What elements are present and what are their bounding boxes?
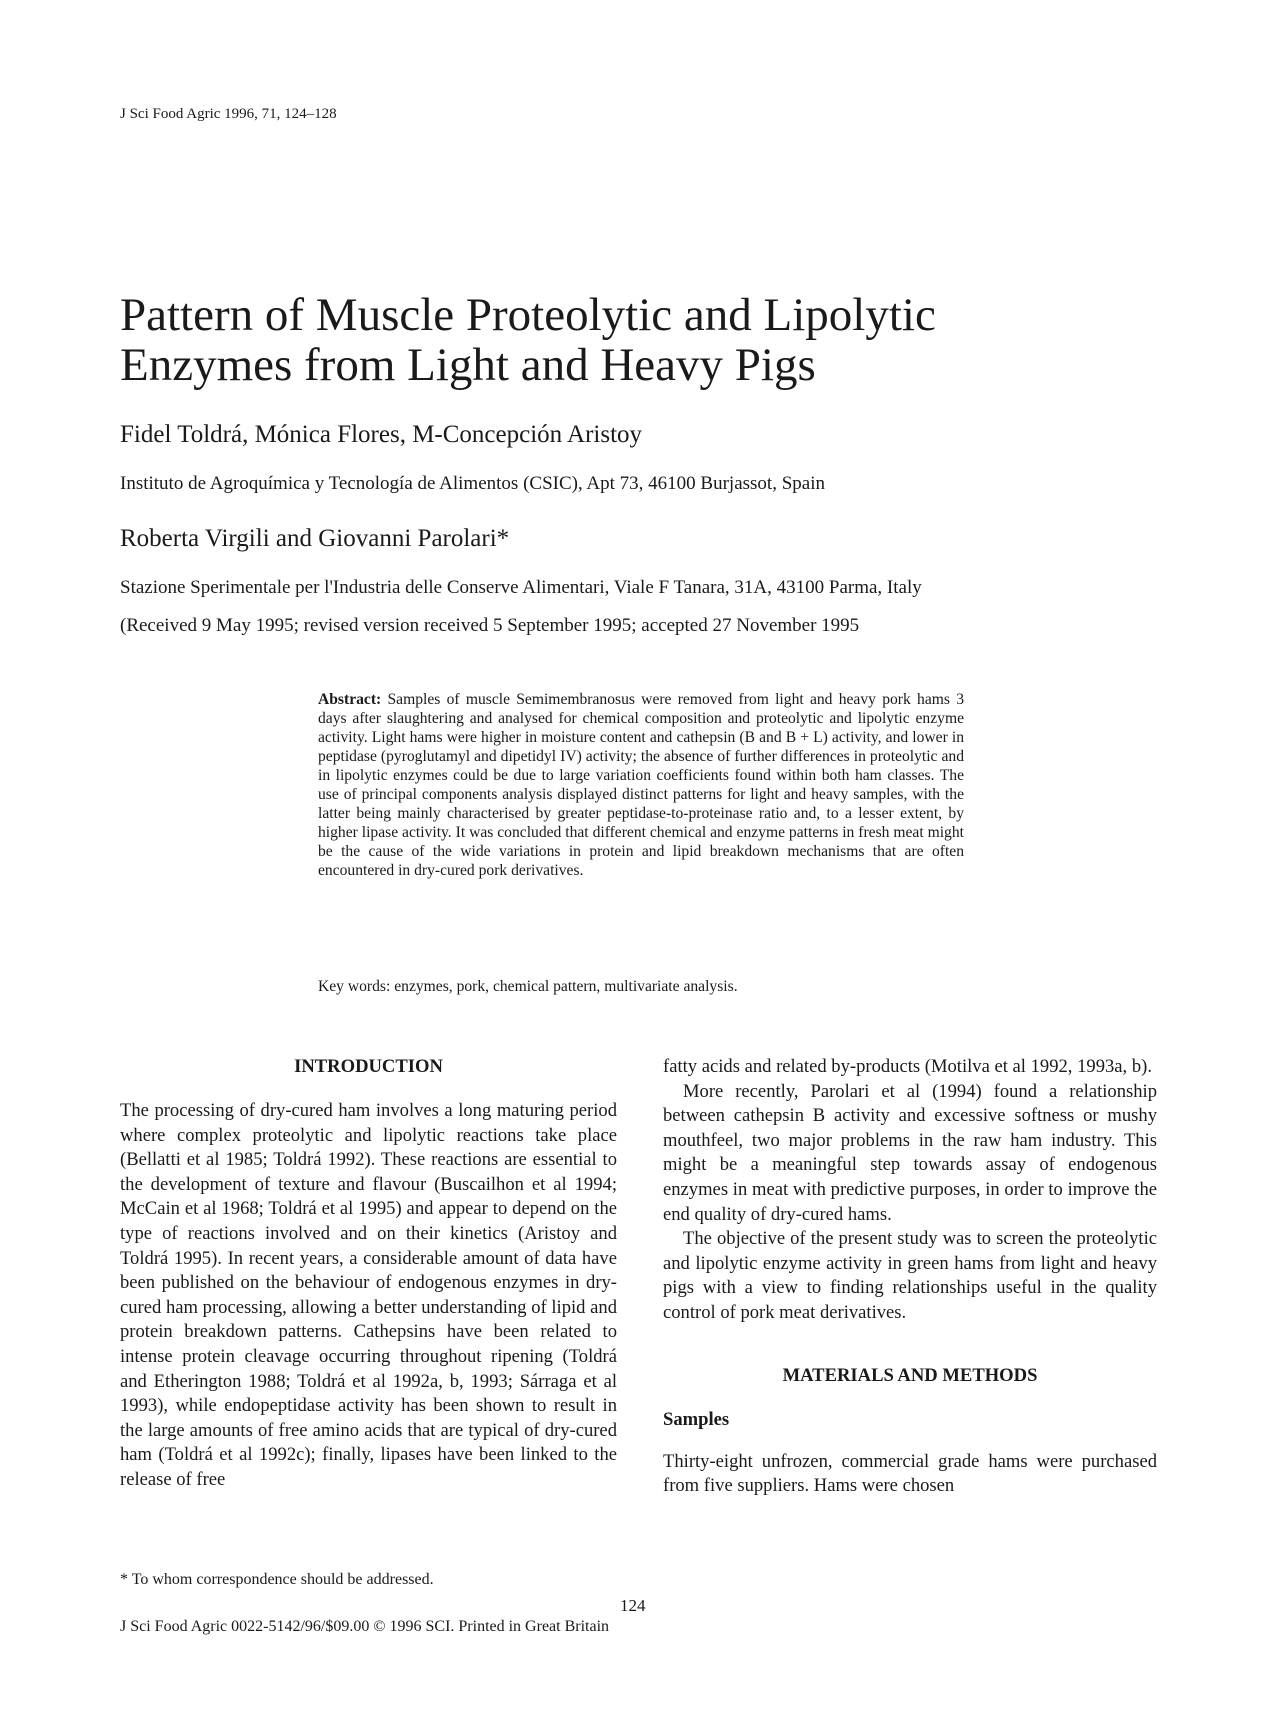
right-paragraph-1: fatty acids and related by-products (Motilva et al 1992, 1993a, b). [663,1056,1152,1077]
paper-title [120,290,1180,390]
right-paragraph-2: More recently, Parolari et al (1994) found a relationship between cathepsin B activity and excessive softness or mushy mouthfeel, two major problems in the raw ham industry. This might be a meaningful step towards assay of endogenous enzymes in meat with predictive purposes, in order to improve the end quality of dry-cured hams. [663,1080,1157,1225]
introduction-heading: INTRODUCTION [294,1056,443,1077]
introduction-paragraph: The processing of dry-cured ham involves a long maturing period where complex proteolytic and lipolytic reactions take place (Bellatti et al 1985; Toldrá 1992). These reactions are essential to the development of texture and flavour (Buscailhon et al 1994; McCain et al 1968; Toldrá et al 1995) and appear to depend on the type of reactions involved and on their kinetics (Aristoy and Toldrá 1995). In recent years, a considerable amount of data have been published on the behaviour of endogenous enzymes in dry-cured ham processing, allowing a better understanding of lipid and protein breakdown patterns. Cathepsins have been related to intense protein cleavage occurring throughout ripening (Toldrá and Etherington 1988; Toldrá et al 1992a, b, 1993; Sárraga et al 1993), while endopeptidase activity has been shown to result in the large amounts of free amino acids that are typical of dry-cured ham (Toldrá et al 1992c); finally, lipases have been linked to the release of free [120,1100,617,1490]
affiliation-2: Stazione Sperimentale per l'Industria delle Conserve Alimentari, Viale F Tanara, 31A, 43100 Parma, Italy [120,577,922,598]
running-head: J Sci Food Agric 1996, 71, 124–128 [120,106,337,122]
footnote: * To whom correspondence should be addressed. [120,1571,434,1588]
page-number: 124 [620,1596,646,1615]
right-paragraph-3: The objective of the present study was to screen the proteolytic and lipolytic enzyme activity in green hams from light and heavy pigs with a view to finding relationships useful in the quality control of pork meat derivatives. [663,1228,1157,1323]
page-footer: J Sci Food Agric 0022-5142/96/$09.00 © 1996 SCI. Printed in Great Britain [120,1618,610,1635]
abstract-label: Abstract: [318,691,382,708]
samples-heading: Samples [663,1408,730,1430]
samples-paragraph: Thirty-eight unfrozen, commercial grade hams were purchased from five suppliers. Hams were chosen [663,1450,1157,1497]
authors-group-1: Fidel Toldrá, Mónica Flores, M-Concepción Aristoy [120,421,643,448]
authors-group-2: Roberta Virgili and Giovanni Parolari* [120,525,510,552]
keywords: Key words: enzymes, pork, chemical pattern, multivariate analysis. [318,978,738,995]
title-line-2: Enzymes from Light and Heavy Pigs [120,339,816,391]
right-column [663,1055,1157,1499]
received-dates: (Received 9 May 1995; revised version received 5 September 1995; accepted 27 November 1995 [120,615,860,636]
abstract [318,690,964,880]
left-column [120,1055,617,1493]
methods-heading: MATERIALS AND METHODS [782,1364,1038,1386]
title-line-1: Pattern of Muscle Proteolytic and Lipolytic [120,289,936,341]
abstract-text: Samples of muscle Semimembranosus were removed from light and heavy pork hams 3 days after slaughtering and analysed for chemical composition and proteolytic and lipolytic enzyme activity. Light hams were higher in moisture content and cathepsin (B and B + L) activity, and lower in peptidase (pyroglutamyl and dipetidyl IV) activity; the absence of further differences in proteolytic and in lipolytic enzymes could be due to large variation coefficients found within both ham classes. The use of principal components analysis displayed distinct patterns for light and heavy samples, with the latter being mainly characterised by greater peptidase-to-proteinase ratio and, to a lesser extent, by higher lipase activity. It was concluded that different chemical and enzyme patterns in fresh meat might be the cause of the wide variations in protein and lipid breakdown mechanisms that are often encountered in dry-cured pork derivatives. [318,691,964,879]
affiliation-1: Instituto de Agroquímica y Tecnología de Alimentos (CSIC), Apt 73, 46100 Burjassot, Spain [120,473,825,494]
